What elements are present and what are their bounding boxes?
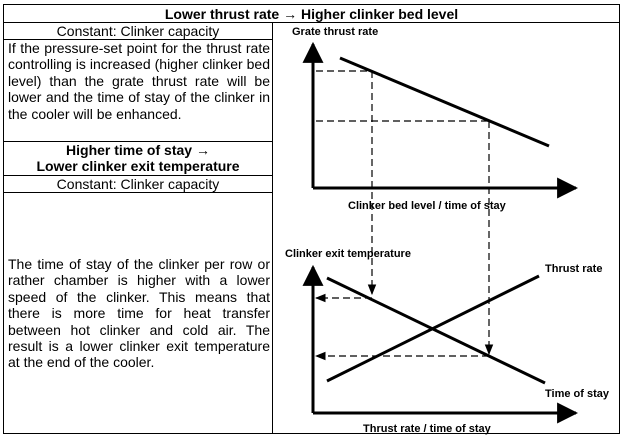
page-title: Lower thrust rate → Higher clinker bed level bbox=[164, 6, 459, 22]
section-heading-2-line1: Higher time of stay → bbox=[66, 142, 210, 158]
chart2-series-time-of-stay bbox=[327, 278, 545, 383]
chart2-legend-time-of-stay: Time of stay bbox=[545, 388, 609, 400]
constant-label-2: Constant: Clinker capacity bbox=[56, 176, 220, 192]
chart2-legend-thrust-rate: Thrust rate bbox=[545, 263, 603, 275]
constant-label-1: Constant: Clinker capacity bbox=[56, 23, 220, 39]
chart2-ylabel: Clinker exit temperature bbox=[285, 248, 411, 260]
paragraph-time-of-stay: The time of stay of the clinker per row or rather chamber is higher with a lower speed of the clinker. This means that there is more time for heat transfer between hot clinker and cold air. The result is a lower clinker exit temperature at the end of the cooler. bbox=[8, 256, 270, 371]
chart2-xlabel: Thrust rate / time of stay bbox=[363, 423, 491, 435]
chart1-ylabel: Grate thrust rate bbox=[292, 26, 379, 38]
section-heading-2-line2: Lower clinker exit temperature bbox=[36, 158, 240, 174]
chart1-xlabel: Clinker bed level / time of stay bbox=[348, 200, 506, 212]
paragraph-thrust-rate: If the pressure-set point for the thrust rate controlling is increased (higher clinker bed level) than the grate thrust rate will be lower and the time of stay of the clinker in the cooler will be enhanced. bbox=[8, 40, 270, 122]
